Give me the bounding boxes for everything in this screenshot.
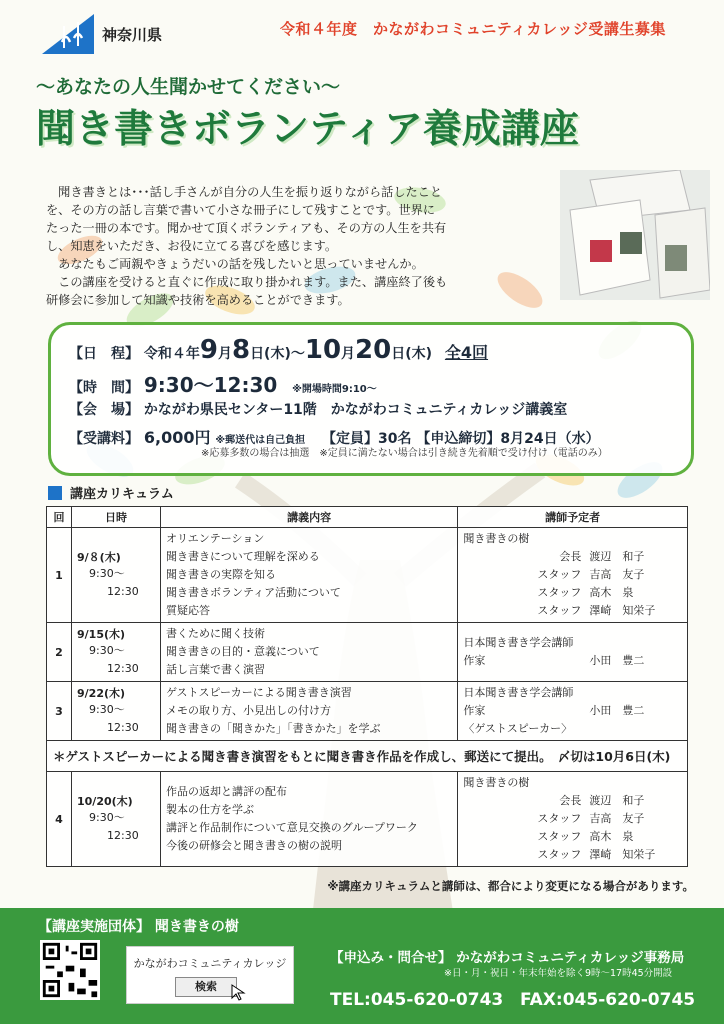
content-line: オリエンテーション — [166, 532, 265, 545]
booklet-photo — [560, 170, 710, 300]
schedule-unit: 日(木) — [391, 346, 433, 362]
lecturer-guest: 〈ゲストスピーカー〉 — [463, 722, 573, 735]
lecturer-name: 渡辺 和子 — [589, 794, 645, 807]
curriculum-footnote: ※講座カリキュラムと講師は、都合により変更になる場合があります。 — [327, 879, 694, 893]
lecturer-role: 会長 — [559, 794, 582, 807]
time-value: 9:30～12:30 — [143, 373, 278, 397]
intro-line: この講座を受けると直ぐに作成に取り掛かれます。また、講座終了後も — [46, 275, 448, 289]
lecturer-role: スタッフ — [537, 848, 582, 861]
lecturer-row — [463, 584, 682, 602]
time-row — [69, 369, 377, 398]
kanagawa-emblem-icon — [40, 12, 96, 56]
deadline-label: 【申込締切】 — [416, 431, 501, 447]
capacity-value: 30名 — [377, 431, 412, 447]
session-number: 2 — [47, 623, 72, 682]
schedule-month-1: 9 — [199, 335, 218, 365]
lecturer-role: スタッフ — [537, 830, 582, 843]
header-cell: 講師予定者 — [458, 507, 688, 528]
submission-notice: ＊ゲストスピーカーによる聞き書き演習をもとに聞き書き作品を作成し、郵送にて提出。 〆切は10月6日(木) — [47, 741, 688, 772]
session-lecturers — [458, 623, 688, 682]
schedule-unit: 日(木)～ — [250, 346, 305, 362]
date-text: 10/20(木) — [77, 795, 133, 808]
lecturer-row — [463, 566, 682, 584]
lecturer-org: 日本聞き書き学会講師 — [463, 636, 574, 649]
footer — [0, 908, 724, 1024]
page-title: 聞き書きボランティア養成講座 — [36, 107, 579, 152]
venue-value: かながわ県民センター11階 かながわコミュニティカレッジ講義室 — [143, 402, 568, 418]
venue-label: 【会 場】 — [69, 402, 139, 418]
content-line: 聞き書きボランティア活動について — [166, 586, 341, 599]
curriculum-table — [46, 506, 688, 867]
lecturer-org: 聞き書きの樹 — [463, 776, 530, 789]
content-line: ゲストスピーカーによる聞き書き演習 — [166, 686, 352, 699]
lecturer-name: 渡辺 和子 — [589, 550, 645, 563]
time-start: 9:30～ — [89, 811, 125, 824]
schedule-prefix: 令和４年 — [143, 346, 200, 362]
fax-number: FAX:045-620-0745 — [520, 990, 696, 1010]
subtitle: ～あなたの人生聞かせてください～ — [36, 76, 341, 98]
prefecture-logo-group — [40, 12, 162, 56]
telephone-number[interactable]: TEL:045-620-0743 — [330, 990, 504, 1010]
schedule-total: 全4回 — [444, 343, 489, 362]
content-line: 話し言葉で書く演習 — [166, 663, 265, 676]
content-line: メモの取り方、小見出しの付け方 — [166, 704, 331, 717]
content-line: 聞き書きの「聞きかた」「書きかた」を学ぶ — [166, 722, 381, 735]
curriculum-heading — [48, 483, 174, 502]
time-start: 9:30～ — [89, 644, 125, 657]
lecturer-row — [463, 652, 682, 670]
lecturer-row — [463, 828, 682, 846]
capacity-label: 【定員】 — [321, 431, 378, 447]
time-end: 12:30 — [107, 662, 139, 675]
date-text: 9/８(木) — [77, 551, 121, 564]
schedule-unit: 月 — [217, 346, 232, 362]
session-lecturers — [458, 682, 688, 741]
content-line: 今後の研修会と聞き書きの樹の説明 — [166, 839, 342, 852]
time-end: 12:30 — [107, 829, 139, 842]
venue-row — [69, 399, 567, 419]
schedule-day-2: 20 — [355, 335, 392, 365]
schedule-row — [69, 335, 488, 365]
content-line: 聞き書きの目的・意義について — [166, 645, 320, 658]
lecturer-role: スタッフ — [537, 604, 582, 617]
inquiry-heading: 【申込み・問合せ】 かながわコミュニティカレッジ事務局 — [330, 950, 685, 966]
content-line: 質疑応答 — [166, 604, 210, 617]
header-cell: 講義内容 — [161, 507, 458, 528]
session-number: 4 — [47, 772, 72, 867]
intro-line: あなたもご両親やきょうだいの話を残したいと思っていませんか。 — [46, 257, 424, 271]
content-line: 作品の返却と講評の配布 — [166, 785, 287, 798]
lecturer-name: 高木 泉 — [589, 830, 634, 843]
lecturer-row — [463, 792, 682, 810]
intro-line: たった一冊の本です。聞かせて頂くボランティアも、その方の人生を共有 — [46, 221, 447, 235]
curriculum-heading-text: 講座カリキュラム — [70, 487, 174, 502]
search-button[interactable]: 検索 — [175, 977, 237, 997]
lecturer-name: 吉高 友子 — [589, 568, 645, 581]
content-line: 聞き書きの実際を知る — [166, 568, 276, 581]
date-text: 9/22(木) — [77, 687, 126, 700]
session-content — [161, 682, 458, 741]
time-start: 9:30～ — [89, 567, 125, 580]
course-info-panel — [48, 322, 694, 476]
lecturer-org: 日本聞き書き学会講師 — [463, 686, 574, 699]
fee-note: ※郵送代は自己負担 — [215, 435, 306, 446]
lecturer-name: 小田 豊二 — [589, 704, 645, 717]
intro-line: し、知恵をいただき、お役に立てる喜びを感じます。 — [46, 239, 338, 253]
lecturer-name: 澤崎 知栄子 — [589, 848, 656, 861]
session-lecturers — [458, 772, 688, 867]
pointer-cursor-icon — [229, 983, 247, 1001]
session-content — [161, 623, 458, 682]
qr-code-icon[interactable] — [40, 940, 100, 1000]
table-header-row — [47, 507, 688, 528]
square-bullet-icon — [48, 486, 62, 500]
lecturer-role: スタッフ — [537, 812, 582, 825]
schedule-unit: 月 — [341, 346, 356, 362]
content-line: 製本の仕方を学ぶ — [166, 803, 254, 816]
schedule-label: 【日 程】 — [69, 346, 139, 362]
table-row — [47, 623, 688, 682]
table-row — [47, 682, 688, 741]
intro-line: 研修会に参加して知識や技術を高めることができます。 — [46, 293, 350, 307]
time-label: 【時 間】 — [69, 380, 139, 396]
content-line: 聞き書きについて理解を深める — [166, 550, 320, 563]
session-content — [161, 528, 458, 623]
table-notice-row — [47, 741, 688, 772]
lecturer-name: 吉高 友子 — [589, 812, 645, 825]
fee-label: 【受講料】 — [69, 431, 139, 447]
lecturer-role: スタッフ — [537, 586, 582, 599]
schedule-month-2: 10 — [304, 335, 342, 365]
intro-line: 聞き書きとは･･･話し手さんが自分の人生を振り返りながら話したこと — [46, 185, 443, 199]
deadline-value: 8月24日（水） — [500, 431, 600, 447]
lecturer-row — [463, 702, 682, 720]
date-text: 9/15(木) — [77, 628, 126, 641]
lecturer-role: 会長 — [559, 550, 582, 563]
lecturer-name: 小田 豊二 — [589, 654, 645, 667]
session-date — [72, 528, 161, 623]
office-hours: ※日・月・祝日・年末年始を除く9時～17時45分開設 — [444, 968, 673, 979]
fee-value: 6,000円 — [143, 428, 211, 447]
session-date — [72, 772, 161, 867]
table-row — [47, 772, 688, 867]
search-text: かながわコミュニティカレッジ — [133, 957, 287, 970]
lecturer-name: 高木 泉 — [589, 586, 634, 599]
lecturer-org: 聞き書きの樹 — [463, 532, 530, 545]
lecturer-name: 澤崎 知栄子 — [589, 604, 656, 617]
recruit-heading: 令和４年度 かながわコミュニティカレッジ受講生募集 — [280, 20, 666, 38]
session-content — [161, 772, 458, 867]
intro-line: を、その方の話し言葉で書いて小さな冊子にして残すことです。世界に — [46, 203, 436, 217]
time-end: 12:30 — [107, 585, 139, 598]
time-end: 12:30 — [107, 721, 139, 734]
session-number: 3 — [47, 682, 72, 741]
info-footnote: ※応募多数の場合は抽選 ※定員に満たない場合は引き続き先着順で受け付け（電話のみ） — [201, 448, 608, 459]
header-cell: 日時 — [72, 507, 161, 528]
schedule-day-1: 8 — [231, 335, 251, 365]
intro-text — [46, 183, 494, 309]
organizer: 【講座実施団体】 聞き書きの樹 — [38, 919, 239, 935]
session-number: 1 — [47, 528, 72, 623]
search-box[interactable] — [126, 946, 294, 1004]
lecturer-role: 作家 — [463, 654, 486, 667]
table-row — [47, 528, 688, 623]
lecturer-role: スタッフ — [537, 568, 582, 581]
lecturer-role: 作家 — [463, 704, 486, 717]
content-line: 書くために聞く技術 — [166, 627, 265, 640]
lecturer-row — [463, 602, 682, 620]
content-line: 講評と作品制作について意見交換のグループワーク — [166, 821, 418, 834]
lecturer-row — [463, 548, 682, 566]
session-lecturers — [458, 528, 688, 623]
prefecture-name: 神奈川県 — [102, 25, 163, 44]
time-note: ※開場時間9:10～ — [292, 384, 377, 395]
lecturer-row — [463, 810, 682, 828]
header-cell: 回 — [47, 507, 72, 528]
lecturer-row — [463, 846, 682, 864]
session-date — [72, 623, 161, 682]
session-date — [72, 682, 161, 741]
time-start: 9:30～ — [89, 703, 125, 716]
